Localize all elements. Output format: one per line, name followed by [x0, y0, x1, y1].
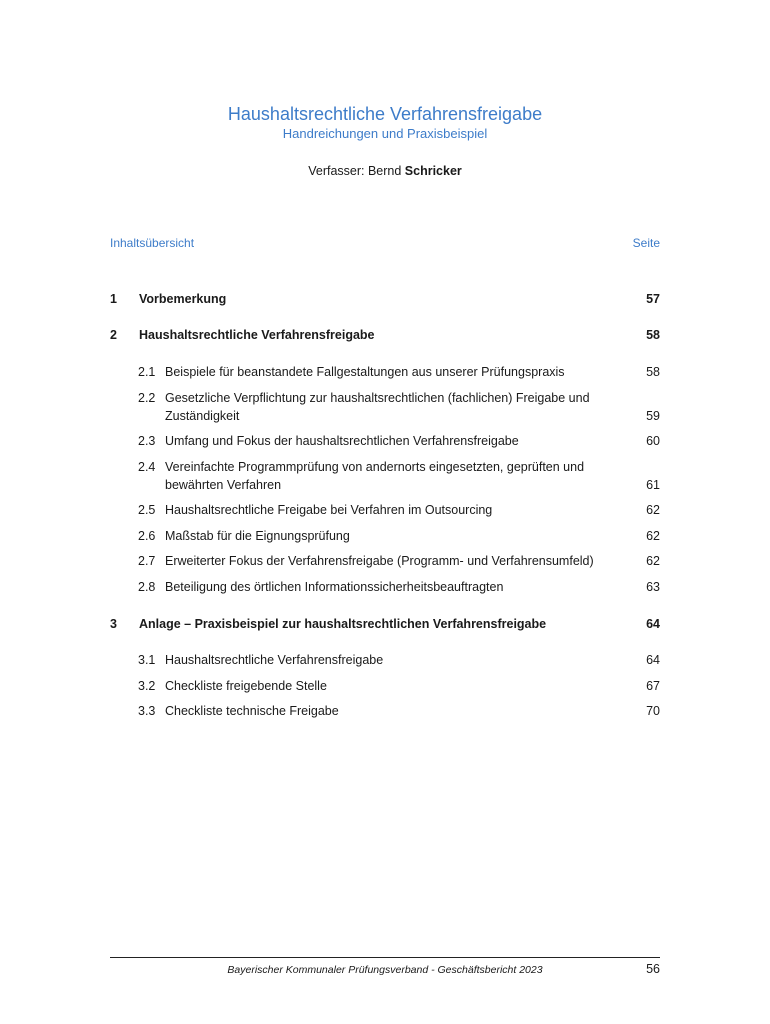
toc-entry-title: Maßstab für die Eignungsprüfung	[165, 529, 350, 543]
toc-entry-page: 61	[646, 478, 660, 492]
toc-entry-page: 58	[646, 365, 660, 379]
document-subtitle: Handreichungen und Praxisbeispiel	[282, 126, 488, 141]
toc-entry-page: 60	[646, 434, 660, 448]
author-prefix: Verfasser: Bernd	[308, 164, 405, 178]
toc-entry-page: 62	[646, 529, 660, 543]
toc-entry-number: 2.6	[138, 529, 156, 543]
toc-entry-title: Erweiterter Fokus der Verfahrensfreigabe (Programm- und Verfahrensumfeld)	[165, 554, 594, 568]
page-number: 56	[646, 962, 660, 976]
toc-entry-page: 57	[646, 292, 660, 306]
toc-entry-number: 3.1	[138, 653, 156, 667]
toc-entry-title: Vorbemerkung	[139, 292, 227, 306]
toc-entry-number: 2.4	[138, 460, 156, 474]
toc-entry-title: Haushaltsrechtliche Verfahrensfreigabe	[165, 653, 384, 667]
author-line	[0, 164, 770, 178]
toc-entry-title: Checkliste freigebende Stelle	[165, 679, 327, 693]
toc-entry-title: Beispiele für beanstandete Fallgestaltungen aus unserer Prüfungspraxis	[165, 365, 565, 379]
toc-entry-title: Haushaltsrechtliche Verfahrensfreigabe	[139, 328, 375, 342]
toc-entry-number: 1	[110, 292, 117, 306]
toc-entry-number: 3.2	[138, 679, 156, 693]
toc-entry-page: 58	[646, 328, 660, 342]
toc-entry-number: 2.8	[138, 580, 156, 594]
toc-entry-page: 59	[646, 409, 660, 423]
toc-entry-title: Gesetzliche Verpflichtung zur haushaltsrechtlichen (fachlichen) Freigabe und Zuständigkeit	[165, 391, 590, 423]
footer-divider	[110, 957, 660, 958]
toc-entry-title: Beteiligung des örtlichen Informationssicherheitsbeauftragten	[165, 580, 504, 594]
author-name: Schricker	[404, 164, 462, 178]
toc-entry-title: Umfang und Fokus der haushaltsrechtlichen Verfahrensfreigabe	[165, 434, 519, 448]
toc-entry-page: 62	[646, 503, 660, 517]
toc-page-heading: Seite	[632, 236, 660, 250]
toc-entry-page: 64	[646, 653, 660, 667]
toc-entry-page: 70	[646, 704, 660, 718]
toc-entry-number: 3	[110, 617, 117, 631]
toc-entry-title: Vereinfachte Programmprüfung von andernorts eingesetzten, geprüften und bewährten Verfahren	[165, 460, 585, 492]
toc-entry-number: 2.3	[138, 434, 156, 448]
toc-entry-title: Haushaltsrechtliche Freigabe bei Verfahren im Outsourcing	[165, 503, 493, 517]
document-title: Haushaltsrechtliche Verfahrensfreigabe	[227, 104, 543, 124]
toc-entry-page: 63	[646, 580, 660, 594]
toc-entry-number: 2	[110, 328, 117, 342]
toc-entry-number: 2.1	[138, 365, 156, 379]
toc-entry-number: 3.3	[138, 704, 156, 718]
toc-entry-title: Checkliste technische Freigabe	[165, 704, 339, 718]
toc-entry-number: 2.2	[138, 391, 156, 405]
toc-entry-number: 2.7	[138, 554, 156, 568]
toc-entry-number: 2.5	[138, 503, 156, 517]
toc-heading: Inhaltsübersicht	[110, 236, 195, 250]
toc-entry-title: Anlage – Praxisbeispiel zur haushaltsrechtlichen Verfahrensfreigabe	[139, 617, 547, 631]
toc-entry-page: 64	[646, 617, 660, 631]
footer-text: Bayerischer Kommunaler Prüfungsverband - Geschäftsbericht 2023	[227, 964, 543, 976]
toc-entry-page: 62	[646, 554, 660, 568]
toc-entry-page: 67	[646, 679, 660, 693]
